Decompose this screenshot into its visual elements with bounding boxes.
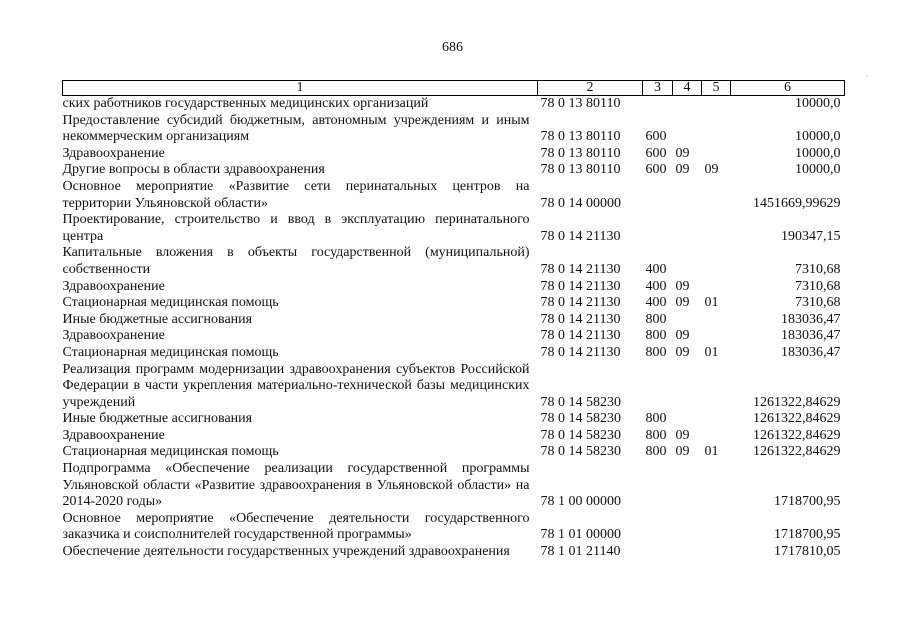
header-cell-pr: 5: [702, 81, 731, 96]
row-code: 78 0 14 21130: [540, 328, 621, 344]
row-code: 78 0 14 58230: [540, 394, 621, 410]
row-vr: [643, 544, 673, 561]
row-rz: [673, 511, 702, 544]
row-vr: 800: [645, 311, 667, 327]
row-name: Предоставление субсидий бюджетным, автономным учреждениям и иным некоммерческим организациям: [62, 112, 530, 145]
row-sum: 1717810,05: [774, 544, 841, 560]
row-pr: [702, 245, 731, 278]
table-row: [63, 461, 845, 511]
row-vr: [643, 179, 673, 212]
budget-table: [62, 80, 845, 561]
row-code: 78 0 14 21130: [540, 311, 621, 327]
table-body: [63, 96, 845, 561]
row-code: 78 0 14 00000: [540, 195, 621, 211]
row-pr: 01: [704, 344, 719, 360]
row-code: 78 0 14 21130: [540, 278, 621, 294]
row-sum: 1261322,84629: [753, 394, 841, 410]
row-vr: 400: [645, 261, 667, 277]
row-sum: 7310,68: [795, 278, 841, 294]
table-row: [63, 96, 845, 113]
row-sum: 1451669,99629: [753, 195, 841, 211]
row-pr: [702, 179, 731, 212]
row-pr: [702, 411, 731, 428]
row-rz: 09: [675, 278, 690, 294]
row-sum: 183036,47: [781, 311, 841, 327]
row-sum: 183036,47: [781, 344, 841, 360]
row-name: Здравоохранение: [62, 145, 165, 161]
row-rz: 09: [675, 328, 690, 344]
table-row: [63, 113, 845, 146]
row-name: Иные бюджетные ассигнования: [62, 411, 253, 427]
row-pr: [702, 279, 731, 296]
row-code: 78 0 14 58230: [540, 411, 621, 427]
scan-mark: ·: [866, 72, 869, 81]
row-sum: 183036,47: [781, 328, 841, 344]
header-cell-name: 1: [63, 81, 538, 96]
table-row: [63, 362, 845, 412]
row-sum: 7310,68: [795, 295, 841, 311]
table-row: [63, 162, 845, 179]
row-code: 78 0 14 21130: [540, 261, 621, 277]
row-name: Здравоохранение: [62, 427, 165, 443]
row-sum: 10000,0: [795, 162, 841, 178]
row-rz: 09: [675, 427, 690, 443]
row-vr: 400: [645, 295, 667, 311]
row-vr: 800: [645, 444, 667, 460]
row-name: Стационарная медицинская помощь: [62, 344, 279, 360]
row-vr: [643, 212, 673, 245]
row-name: Иные бюджетные ассигнования: [62, 311, 253, 327]
row-sum: 1261322,84629: [753, 427, 841, 443]
table-row: [63, 511, 845, 544]
row-code: 78 0 14 21130: [540, 295, 621, 311]
table-row: [63, 345, 845, 362]
row-vr: 600: [645, 129, 667, 145]
row-code: 78 0 14 58230: [540, 444, 621, 460]
row-pr: [702, 428, 731, 445]
row-sum: 1718700,95: [774, 494, 841, 510]
row-vr: 600: [645, 145, 667, 161]
row-rz: [673, 461, 702, 511]
row-rz: [673, 312, 702, 329]
table-row: [63, 279, 845, 296]
row-name: Другие вопросы в области здравоохранения: [62, 162, 325, 178]
row-code: 78 0 13 80110: [540, 96, 621, 111]
table-row: [63, 212, 845, 245]
row-sum: 190347,15: [781, 228, 841, 244]
row-sum: 1261322,84629: [753, 444, 841, 460]
row-rz: [673, 544, 702, 561]
row-pr: 09: [704, 162, 719, 178]
row-sum: 1261322,84629: [753, 411, 841, 427]
row-code: 78 0 14 21130: [540, 344, 621, 360]
table-row: [63, 544, 845, 561]
header-cell-rz: 4: [673, 81, 702, 96]
page-number: 686: [442, 40, 463, 55]
row-rz: [673, 212, 702, 245]
row-code: 78 0 14 21130: [540, 228, 621, 244]
table-row: [63, 245, 845, 278]
row-name: Здравоохранение: [62, 278, 165, 294]
table-row: [63, 295, 845, 312]
row-vr: 400: [645, 278, 667, 294]
row-rz: 09: [675, 344, 690, 360]
row-vr: 600: [645, 162, 667, 178]
row-pr: [702, 146, 731, 163]
row-name: Реализация программ модернизации здравоохранения субъектов Российской Федерации в части укрепления материально-технической базы медицинских учреждений: [62, 361, 530, 410]
row-rz: [673, 411, 702, 428]
row-code: 78 0 14 58230: [540, 427, 621, 443]
row-code: 78 0 13 80110: [540, 162, 621, 178]
row-sum: 1718700,95: [774, 527, 841, 543]
row-pr: [702, 113, 731, 146]
row-vr: 800: [645, 411, 667, 427]
row-pr: [702, 511, 731, 544]
row-name: Проектирование, строительство и ввод в эксплуатацию перинатального центра: [62, 212, 530, 244]
row-rz: 09: [675, 145, 690, 161]
row-pr: [702, 96, 731, 113]
row-name: Основное мероприятие «Обеспечение деятельности государственного заказчика и соисполнителей государственной программы»: [62, 510, 530, 543]
row-pr: [702, 212, 731, 245]
row-pr: [702, 362, 731, 412]
row-rz: 09: [675, 444, 690, 460]
row-name: Стационарная медицинская помощь: [62, 295, 279, 311]
row-code: 78 0 13 80110: [540, 129, 621, 145]
row-vr: [643, 511, 673, 544]
row-code: 78 1 01 00000: [540, 527, 621, 543]
row-vr: [643, 461, 673, 511]
row-sum: 10000,0: [795, 129, 841, 145]
row-pr: [702, 328, 731, 345]
row-name: Стационарная медицинская помощь: [62, 444, 279, 460]
row-name: Основное мероприятие «Развитие сети перинатальных центров на территории Ульяновской области»: [62, 178, 530, 211]
table-row: [63, 179, 845, 212]
table-row: [63, 328, 845, 345]
row-pr: 01: [704, 444, 719, 460]
row-vr: 800: [645, 328, 667, 344]
header-cell-sum: 6: [731, 81, 845, 96]
row-code: 78 1 01 21140: [540, 544, 621, 560]
row-name: Обеспечение деятельности государственных учреждений здравоохранения: [62, 544, 510, 560]
row-rz: [673, 245, 702, 278]
row-rz: [673, 362, 702, 412]
header-cell-vr: 3: [643, 81, 673, 96]
row-name: Капитальные вложения в объекты государственной (муниципальной) собственности: [62, 245, 530, 277]
table-row: [63, 312, 845, 329]
row-sum: 7310,68: [795, 261, 841, 277]
row-name: ских работников государственных медицинских организаций: [62, 96, 429, 111]
row-pr: 01: [704, 295, 719, 311]
row-pr: [702, 544, 731, 561]
row-vr: 800: [645, 344, 667, 360]
row-rz: 09: [675, 162, 690, 178]
row-pr: [702, 312, 731, 329]
table-row: [63, 146, 845, 163]
header-cell-code: 2: [538, 81, 643, 96]
row-sum: 10000,0: [795, 96, 841, 111]
table-row: [63, 428, 845, 445]
header-row: [63, 81, 845, 96]
row-rz: [673, 96, 702, 113]
row-name: Подпрограмма «Обеспечение реализации государственной программы Ульяновской области «Развитие здравоохранения в Ульяновской области» на 2014-2020 годы»: [62, 461, 530, 510]
row-vr: [643, 96, 673, 113]
row-code: 78 0 13 80110: [540, 145, 621, 161]
table-row: [63, 444, 845, 461]
row-rz: [673, 179, 702, 212]
row-vr: 800: [645, 427, 667, 443]
row-name: Здравоохранение: [62, 328, 165, 344]
table-row: [63, 411, 845, 428]
row-code: 78 1 00 00000: [540, 494, 621, 510]
row-sum: 10000,0: [795, 145, 841, 161]
row-vr: [643, 362, 673, 412]
row-pr: [702, 461, 731, 511]
row-rz: [673, 113, 702, 146]
row-rz: 09: [675, 295, 690, 311]
